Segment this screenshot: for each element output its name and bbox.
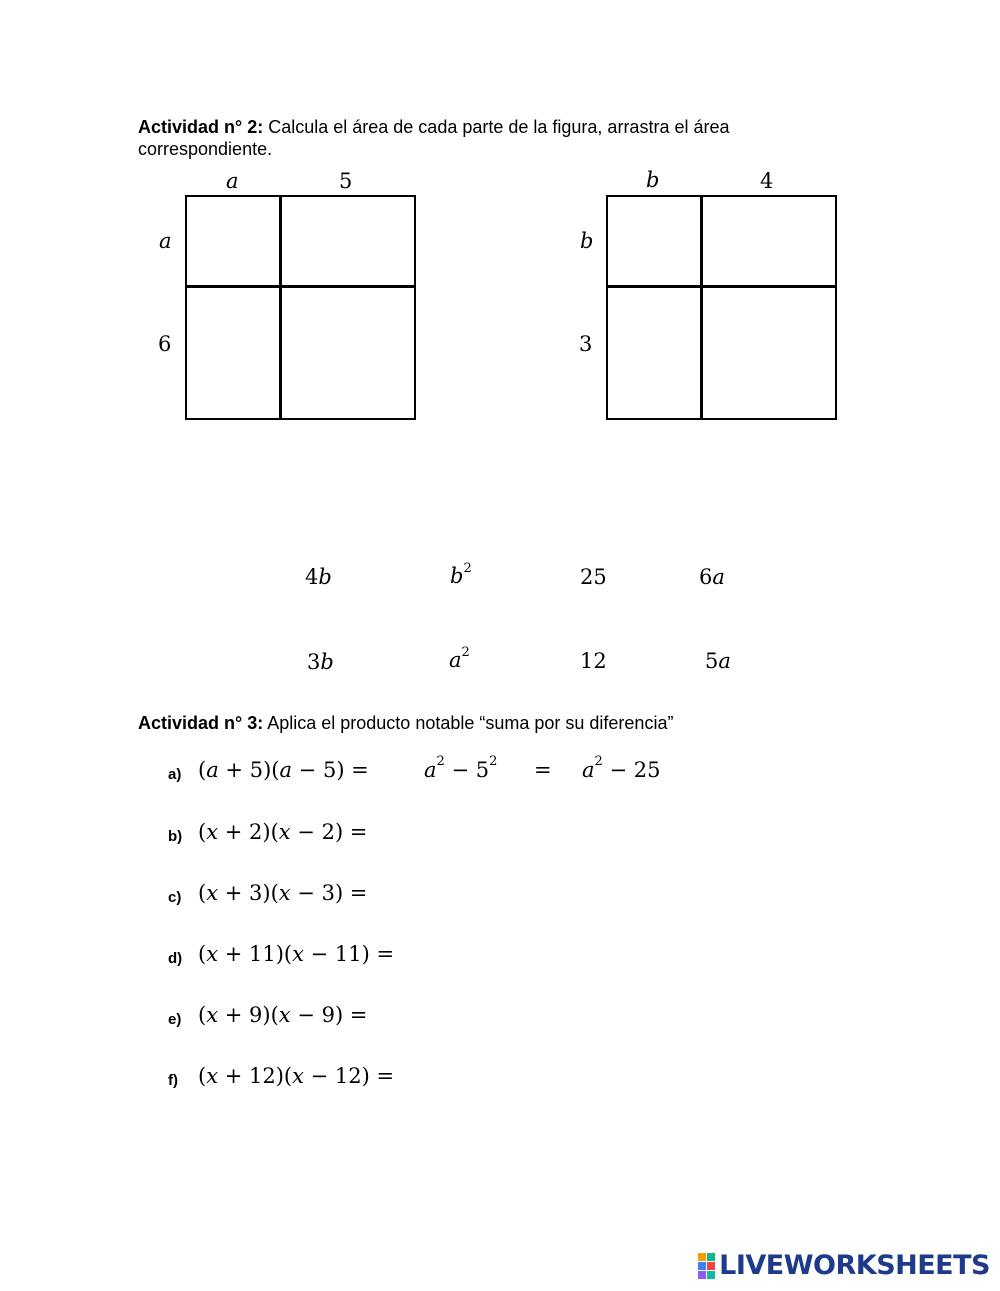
fig2-top-label-1: b (646, 168, 660, 192)
fig2-left-label-2: 3 (579, 332, 593, 356)
tile-5a-coef: 5 (705, 649, 719, 673)
fig1-grid (185, 195, 416, 420)
fig1-top-label-2: 5 (339, 169, 353, 193)
fig1-left-label-2: 6 (158, 332, 172, 356)
fig1-left-label-1: a (159, 229, 172, 253)
exercise-b-label: b) (168, 828, 183, 845)
activity-2-instruction: Calcula el área de cada parte de la figura, arrastra el área (263, 117, 730, 137)
tile-3b[interactable] (307, 650, 334, 674)
exercise-f-answer[interactable] (430, 1062, 810, 1096)
fig2-dropzone-bottom-right[interactable] (703, 288, 834, 417)
liveworksheets-brand (698, 1250, 990, 1281)
fig2-dropzone-top-left[interactable] (608, 197, 700, 285)
fig1-dropzone-bottom-right[interactable] (282, 288, 413, 417)
tile-3b-coef: 3 (307, 650, 321, 674)
tile-a-squared-exp: 2 (461, 645, 470, 660)
liveworksheets-logo-icon (698, 1253, 715, 1279)
tile-b-squared-exp: 2 (463, 561, 472, 576)
exercise-f-label: f) (168, 1072, 178, 1089)
fig1-dropzone-bottom-left[interactable] (187, 288, 279, 417)
exercise-b-expression: (x + 2)(x − 2) = (198, 820, 368, 844)
fig2-dropzone-top-right[interactable] (703, 197, 834, 285)
exercise-a-equals: = (534, 758, 552, 782)
tile-b-squared[interactable] (450, 561, 472, 588)
fig2-top-label-2: 4 (760, 169, 774, 193)
exercise-a-result: $a^2 - 25$ (582, 754, 661, 782)
liveworksheets-wordmark: LIVEWORKSHEETS (719, 1250, 990, 1281)
exercise-e-label: e) (168, 1011, 182, 1028)
tile-5a[interactable] (705, 649, 731, 673)
exercise-c-label: c) (168, 889, 182, 906)
exercise-a-expression: (a + 5)(a − 5) = (198, 758, 369, 782)
exercise-c-answer[interactable] (400, 879, 780, 913)
tile-4b-var: b (318, 565, 332, 589)
tile-4b-coef: 4 (305, 565, 319, 589)
tile-12[interactable]: 12 (580, 649, 607, 673)
fig2-left-label-1: b (580, 229, 594, 253)
tile-6a[interactable] (699, 565, 725, 589)
exercise-f-expression: (x + 12)(x − 12) = (198, 1064, 395, 1088)
exercise-d-answer[interactable] (430, 940, 810, 974)
exercise-a-label: a) (168, 766, 182, 783)
activity-2-heading (138, 116, 858, 160)
tile-25[interactable]: 25 (580, 565, 607, 589)
tile-a-squared[interactable] (449, 645, 470, 672)
exercise-e-answer[interactable] (400, 1001, 780, 1035)
activity-3-heading (138, 712, 858, 734)
fig1-top-label-1: a (226, 169, 239, 193)
exercise-d-expression: (x + 11)(x − 11) = (198, 942, 395, 966)
activity-2-instruction-cont: correspondiente. (138, 139, 273, 159)
tile-b-squared-var: b (450, 564, 464, 588)
exercise-b-answer[interactable] (400, 818, 780, 852)
fig2-grid (606, 195, 837, 420)
activity-2-title: Actividad n° 2: (138, 117, 264, 137)
tile-3b-var: b (320, 650, 334, 674)
fig2-dropzone-bottom-left[interactable] (608, 288, 700, 417)
tile-6a-coef: 6 (699, 565, 713, 589)
activity-3-instruction: Aplica el producto notable “suma por su diferencia” (263, 713, 674, 733)
fig1-dropzone-top-left[interactable] (187, 197, 279, 285)
tile-a-squared-var: a (449, 648, 462, 672)
exercise-e-expression: (x + 9)(x − 9) = (198, 1003, 368, 1027)
tile-6a-var: a (712, 565, 725, 589)
exercise-a-step: $a^2 - 5^2$ (424, 754, 498, 782)
exercise-c-expression: (x + 3)(x − 3) = (198, 881, 368, 905)
tile-4b[interactable] (305, 565, 332, 589)
exercise-d-label: d) (168, 950, 183, 967)
tile-5a-var: a (718, 649, 731, 673)
fig1-dropzone-top-right[interactable] (282, 197, 413, 285)
activity-3-title: Actividad n° 3: (138, 713, 264, 733)
